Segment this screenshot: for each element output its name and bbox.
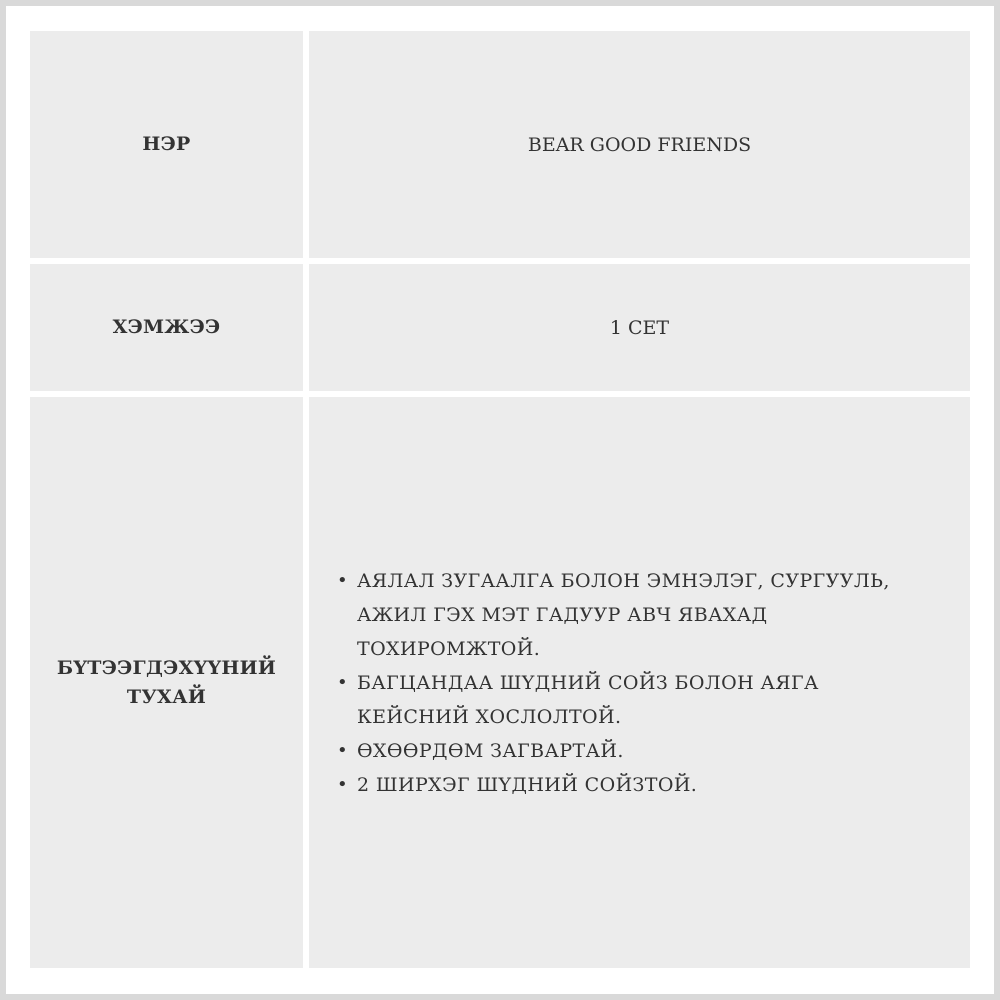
- about-list: [335, 564, 925, 802]
- size-value: 1 СЕТ: [609, 316, 670, 339]
- name-value: BEAR GOOD FRIENDS: [527, 133, 752, 156]
- name-label-cell: [30, 31, 303, 258]
- name-label: НЭР: [142, 133, 191, 156]
- list-item-text: ӨХӨӨРДӨМ ЗАГВАРТАЙ.: [357, 739, 624, 762]
- list-item-text: 2 ШИРХЭГ ШҮДНИЙ СОЙЗТОЙ.: [357, 773, 698, 796]
- name-value-cell: [309, 31, 970, 258]
- bullet-icon: •: [337, 739, 349, 761]
- bullet-icon: •: [337, 569, 349, 591]
- bullet-icon: •: [337, 773, 349, 795]
- list-item-text: АЯЛАЛ ЗУГААЛГА БОЛОН ЭМНЭЛЭГ, СУРГУУЛЬ, АЖИЛ ГЭХ МЭТ ГАДУУР АВЧ ЯВАХАД ТОХИРОМЖТОЙ.: [357, 569, 890, 660]
- size-label: ХЭМЖЭЭ: [112, 316, 221, 339]
- about-label-line1: БҮТЭЭГДЭХҮҮНИЙ: [56, 657, 277, 679]
- bullet-icon: •: [337, 671, 349, 693]
- list-item-text: БАГЦАНДАА ШҮДНИЙ СОЙЗ БОЛОН АЯГА КЕЙСНИЙ ХОСЛОЛТОЙ.: [357, 671, 819, 728]
- about-label-line2: ТУХАЙ: [126, 685, 207, 708]
- about-label: [57, 654, 276, 711]
- list-item: [335, 666, 925, 734]
- size-label-cell: [30, 264, 303, 391]
- about-value-cell: [309, 397, 970, 968]
- size-value-cell: [309, 264, 970, 391]
- list-item: [335, 734, 925, 768]
- about-label-cell: [30, 397, 303, 968]
- list-item: [335, 768, 925, 802]
- list-item: [335, 564, 925, 666]
